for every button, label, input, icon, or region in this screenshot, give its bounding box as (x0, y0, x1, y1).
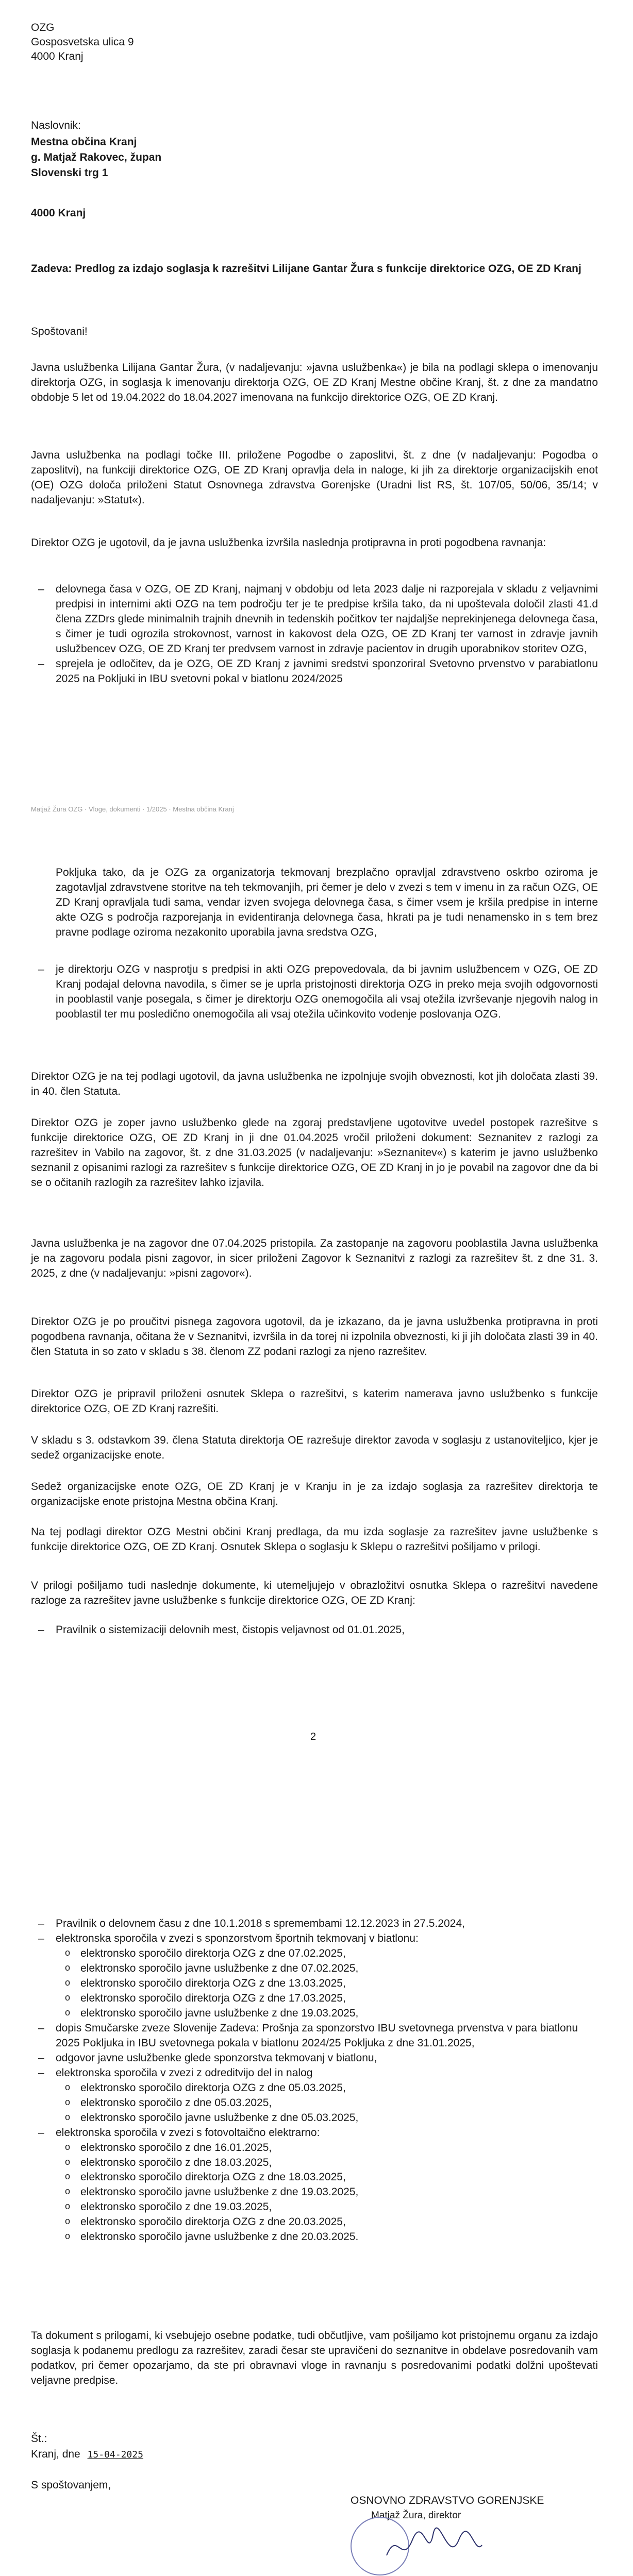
paragraph-conclusion: Direktor OZG je na tej podlagi ugotovil, da javna uslužbenka ne izpolnjuje svojih obveznosti, kot jih določata zlasti 39. in 40. člen Statuta. (31, 1071, 598, 1097)
attachments-list-start (31, 1623, 598, 1638)
recipient-person: g. Matjaž Rakovec, župan (31, 151, 162, 163)
signature-org: OSNOVNO ZDRAVSTVO GORENJSKE (351, 2495, 544, 2506)
paragraph-seat: Sedež organizacijske enote OZG, OE ZD Kranj je v Kranju in je za izdajo soglasja za razrešitev direktorja te organizacijske enote pristojna Mestna občina Kranj. (31, 1481, 598, 1507)
attachment-subitem: o elektronsko sporočilo direktorja OZG z dne 17.03.2025, (31, 1991, 598, 2006)
date-label: Kranj, dne (31, 2448, 80, 2460)
attachment-subitem: o elektronsko sporočilo direktorja OZG z dne 18.03.2025, (31, 2170, 598, 2185)
handwritten-signature (381, 2519, 485, 2571)
paragraph-contract: Javna uslužbenka na podlagi točke III. priložene Pogodbe o zaposlitvi, št. z dne (v nadaljevanju: Pogodba o zaposlitvi), na funkciji direktorice OZG, OE ZD Kranj opravlja dela in naloge, ki jih za direktorje organizacijskih enot (OE) OZG določa priloženi Statut Osnovnega zdravstva Gorenjske (Uradni list RS, št. 107/05, 50/06, 35/14; v nadaljevanju: »Statut«). (31, 449, 598, 506)
paragraph-procedure: Direktor OZG je zoper javno uslužbenko glede na zgoraj predstavljene ugotovitve uvedel postopek razrešitve s funkcije direktorice OZG, OE ZD Kranj in ji dne 01.04.2025 vročil priloženi dokument: Seznanitev z razlogi za razrešitev in Vabilo na zagovor, št. z dne 31.03.2025 (v nadaljevanju: »Seznanitev«) s katerim je javno uslužbenko seznanil z opisanimi razlogi za razrešitev s funkcije direktorice OZG, OE ZD Kranj in jo je povabil na zagovor dne da bi se o očitanih razlogih za razrešitev lahko izjavila. (31, 1117, 598, 1189)
recipient-name: Mestna občina Kranj (31, 136, 137, 148)
attachment-subitem: o elektronsko sporočilo direktorja OZG z dne 05.03.2025, (31, 2081, 598, 2096)
attachment-subitem: o elektronsko sporočilo z dne 18.03.2025, (31, 2156, 598, 2171)
attachment-subitem: o elektronsko sporočilo z dne 16.01.2025, (31, 2141, 598, 2156)
reference-number-label: Št.: (31, 2433, 47, 2445)
attachment-item: – elektronska sporočila v zvezi s fotovoltaično elektrarno: (31, 2126, 598, 2141)
recipient-city: 4000 Kranj (31, 207, 86, 219)
sender-city: 4000 Kranj (31, 50, 84, 62)
sender-street: Gosposvetska ulica 9 (31, 36, 134, 48)
attachment-subitem: o elektronsko sporočilo javne uslužbenke z dne 19.03.2025, (31, 2006, 598, 2021)
paragraph-findings: Direktor OZG je ugotovil, da je javna uslužbenka izvršila naslednja protipravna in proti pogodbena ravnanja: (31, 537, 546, 549)
page-2 (31, 866, 603, 1649)
paragraph-draft: Direktor OZG je pripravil priloženi osnutek Sklepa o razrešitvi, s katerim namerava javno uslužbenko s funkcije direktorice OZG, OE ZD Kranj razrešiti. (31, 1388, 598, 1415)
attachment-subitem: o elektronsko sporočilo z dne 19.03.2025, (31, 2200, 598, 2215)
attachment-item: – dopis Smučarske zveze Slovenije Zadeva: Prošnja za sponzorstvo IBU svetovnega prvenstva v para biatlonu 2025 Pokljuka in IBU svetovnega pokala v biatlonu 2024/25 Pokljuka z dne 31.01.2025, (31, 2021, 598, 2051)
findings-list (31, 582, 598, 687)
attachment-item: – elektronska sporočila v zvezi z odreditvijo del in nalog (31, 2066, 598, 2081)
page-number: 2 (310, 1731, 316, 1742)
finding-item: – sprejela je odločitev, da je OZG, OE ZD Kranj z javnimi sredstvi sponzoriral Svetovno prvenstvo v parabiatlonu 2025 na Pokljuki in IBU svetovni pokal v biatlonu 2024/2025 (31, 657, 598, 687)
findings-list-continued (31, 962, 598, 1022)
paragraph-request: Na tej podlagi direktor OZG Mestni občini Kranj predlaga, da mu izda soglasje za razrešitev javne uslužbenke s funkcije direktorice OZG, OE ZD Kranj. Osnutek Sklepa o soglasju k Sklepu o razrešitvi pošiljamo v prilogi. (31, 1526, 598, 1553)
attachment-item: – Pravilnik o delovnem času z dne 10.1.2018 s spremembami 12.12.2023 in 27.5.2024, (31, 1917, 598, 1931)
attachment-subitem: o elektronsko sporočilo direktorja OZG z dne 20.03.2025, (31, 2215, 598, 2230)
finding-item: – delovnega časa v OZG, OE ZD Kranj, najmanj v obdobju od leta 2023 dalje ni razporejala v skladu z veljavnimi predpisi in internimi akti OZG na tem področju ter je te predpise kršila tako, da ni upoštevala določil zlasti 41.d člena ZZDrs glede minimalnih trajnih dnevnih in tedenskih počitkov ter najdaljše neprekinjenega delovnega časa, s čimer je tudi ogrozila strokovnost, varnost in kakovost dela OZG, OE ZD Kranj ter varnost in zdravje javnih uslužbencev OZG, OE ZD Kranj ter predvsem varnost in zdravje pacientov in drugih uporabnikov storitev OZG, (31, 582, 598, 657)
date-stamp: 15-04-2025 (87, 2449, 143, 2460)
attachments-list (31, 1917, 598, 2245)
page-footer: Matjaž Žura OZG · Vloge, dokumenti · 1/2025 · Mestna občina Kranj (31, 805, 234, 813)
attachment-subitem: o elektronsko sporočilo javne uslužbenke z dne 19.03.2025, (31, 2185, 598, 2200)
attachment-subitem: o elektronsko sporočilo javne uslužbenke z dne 20.03.2025. (31, 2230, 598, 2245)
attachment-subitem: o elektronsko sporočilo direktorja OZG z dne 07.02.2025, (31, 1946, 598, 1961)
subject-line: Zadeva: Predlog za izdajo soglasja k razrešitvi Lilijane Gantar Žura s funkcije direktorice OZG, OE ZD Kranj (31, 263, 581, 275)
paragraph-review: Direktor OZG je po proučitvi pisnega zagovora ugotovil, da je izkazano, da je javna uslužbenka protipravna in proti pogodbena ravnanja, očitana že v Seznanitvi, izvršila in da torej ni izpolnila obveznosti, ki ji jih določata zlasti 39 in 40. člen Statuta in so zato v skladu s 38. členom ZZ podani razlogi za njeno razrešitev. (31, 1316, 598, 1358)
attachment-subitem: o elektronsko sporočilo z dne 05.03.2025, (31, 2096, 598, 2111)
page-1 (31, 21, 603, 824)
finding-item: – je direktorju OZG v nasprotju s predpisi in akti OZG prepovedovala, da bi javnim uslužbencem v OZG, OE ZD Kranj podajal delovna navodila, s čimer se je uprla pristojnosti direktorja OZG in preko meja svojih odgovornosti in pooblastil vanje posegala, s čimer je direktorju OZG onemogočila ali vsaj otežila izvrševanje njegovih nalog in pooblastil ter mu posledično onemogočila ali vsaj otežila učinkovito vodenje poslovanja OZG. (31, 962, 598, 1022)
attachment-item: – odgovor javne uslužbenke glede sponzorstva tekmovanj v biatlonu, (31, 2051, 598, 2066)
paragraph-appointment: Javna uslužbenka Lilijana Gantar Žura, (v nadaljevanju: »javna uslužbenka«) je bila na podlagi sklepa o imenovanju direktorja OZG, in soglasja k imenovanju direktorja OZG, OE ZD Kranj Mestne občine Kranj, št. z dne za mandatno obdobje 5 let od 19.04.2022 do 18.04.2027 imenovana na funkcijo direktorice OZG, OE ZD Kranj. (31, 362, 598, 403)
paragraph-continuation: Pokljuka tako, da je OZG za organizatorja tekmovanj brezplačno opravljal zdravstveno oskrbo oziroma je zagotavljal zdravstvene storitve na teh tekmovanjih, pri čemer je delo v zvezi s tem v imenu in za račun OZG, OE ZD Kranj opravljala tudi sama, vendar izven svojega delovnega časa, s čimer vsem je kršila predpise in interne akte OZG s področja razporejanja in evidentiranja delovnega časa, hkrati pa je tudi nenamensko in s tem brez pravne podlage oziroma nezakonito uporabila javna sredstva OZG, (56, 867, 598, 938)
paragraph-attachments-intro: V prilogi pošiljamo tudi naslednje dokumente, ki utemeljujejo v obrazložitvi osnutka Sklepa o razrešitvi navedene razloge za razrešitev javne uslužbenke s funkcije direktorice OZG, OE ZD Kranj: (31, 1580, 598, 1606)
attachment-subitem: o elektronsko sporočilo direktorja OZG z dne 13.03.2025, (31, 1976, 598, 1991)
greeting: Spoštovani! (31, 326, 88, 337)
attachment-subitem: o elektronsko sporočilo javne uslužbenke z dne 05.03.2025, (31, 2111, 598, 2126)
paragraph-privacy-notice: Ta dokument s prilogami, ki vsebujejo osebne podatke, tudi občutljive, vam pošiljamo kot pristojnemu organu za izdajo soglasja k podanemu predlogu za razrešitev, zaradi česar ste upravičeni do seznanitve in obdelave posredovanih vam podatkov, pri čemer opozarjamo, da ste pri obravnavi vloge in ravnanju s posredovanimi podatki dolžni upoštevati veljavne predpise. (31, 2330, 598, 2386)
attachment-item: – elektronska sporočila v zvezi s sponzorstvom športnih tekmovanj v biatlonu: (31, 1931, 598, 1946)
signatory-name: Matjaž Žura, direktor (371, 2510, 461, 2521)
closing-regards: S spoštovanjem, (31, 2479, 111, 2491)
page-3 (31, 1917, 603, 2576)
date-line (31, 2447, 143, 2462)
sender-org: OZG (31, 22, 55, 33)
attachment-item: – Pravilnik o sistemizaciji delovnih mest, čistopis veljavnost od 01.01.2025, (31, 1623, 598, 1638)
paragraph-hearing: Javna uslužbenka je na zagovor dne 07.04.2025 pristopila. Za zastopanje na zagovoru pooblastila Javna uslužbenka je na zagovoru podala pisni zagovor, in sicer priloženi Zagovor k Seznanitvi z razlogi za razrešitev št. z dne 31. 3. 2025, z dne (v nadaljevanju: »pisni zagovor«). (31, 1238, 598, 1279)
paragraph-statute: V skladu s 3. odstavkom 39. člena Statuta direktorja OE razrešuje direktor zavoda v soglasju z ustanoviteljico, kjer je sedež organizacijske enote. (31, 1434, 598, 1461)
recipient-label: Naslovnik: (31, 120, 81, 131)
recipient-street: Slovenski trg 1 (31, 167, 108, 179)
attachment-subitem: o elektronsko sporočilo javne uslužbenke z dne 07.02.2025, (31, 1961, 598, 1976)
